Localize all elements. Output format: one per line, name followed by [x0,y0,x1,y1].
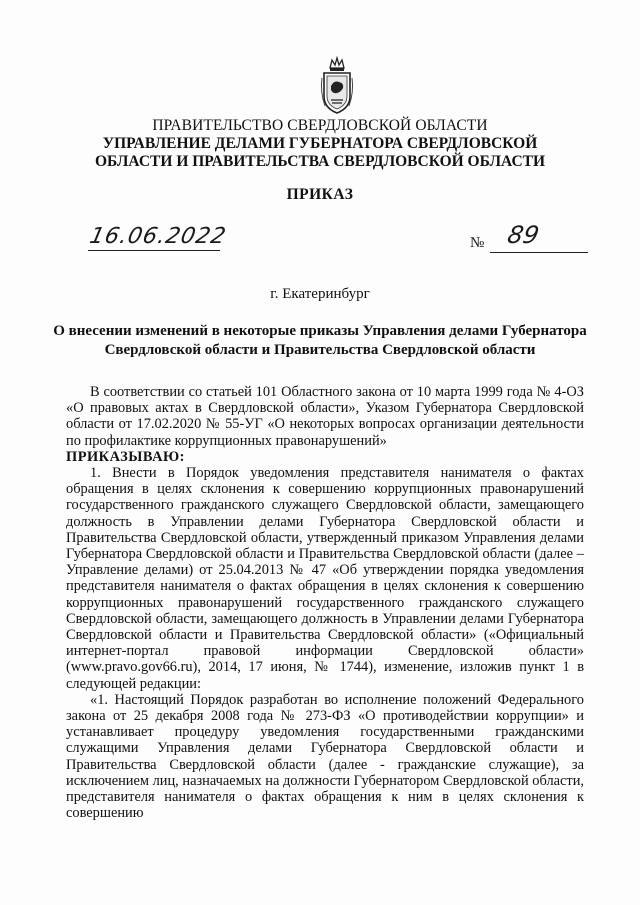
handwritten-date: 16.06.2022 [87,224,229,249]
coat-of-arms-icon [319,56,355,116]
item-1-quote-paragraph: «1. Настоящий Порядок разработан во исполнение положений Федерального закона от 25 декабря 2008 года № 273-ФЗ «О противодействии коррупции» и устанавливает процедуру уведомления государственными гражданскими служащими Управления делами Губернатора Свердловской области и Правительства Свердловской области (далее - гражданские служащие), за исключением лиц, назначаемых на должности Губернатором Свердловской области, представителя нанимателя о фактах обращения к ним в целях склонения к совершению [66,691,584,822]
document-type: ПРИКАЗ [286,186,354,203]
item-1-paragraph: 1. Внести в Порядок уведомления представителя нанимателя о фактах обращения в целях склонения к совершению коррупционных правонарушений государственного гражданского служащего Свердловской области, замещающего должность в Управлении делами Губернатора Свердловской области и Правительства Свердловской области, утвержденный приказом Управления делами Губернатора Свердловской области и Правительства Свердловской области (далее – Управление делами) от 25.04.2013 № 47 «Об утверждении порядка уведомления представителя нанимателя о фактах обращения в целях склонения к совершению коррупционных правонарушений государственного гражданского служащего Свердловской области, замещающего должность в Управлении делами Губернатора Свердловской области и Правительства Свердловской области» («Официальный интернет-портал правовой информации Свердловской области» (www.pravo.gov66.ru), 2014, 17 июня, № 1744), изменение, изложив пункт 1 в следующей редакции: [66,465,584,692]
department-name-line1: УПРАВЛЕНИЕ ДЕЛАМИ ГУБЕРНАТОРА СВЕРДЛОВСКОЙ [102,135,538,152]
date-underline [88,250,220,251]
city-line: г. Екатеринбург [270,286,370,302]
number-underline [490,252,588,253]
number-label: № [470,235,485,251]
preamble-paragraph: В соответствии со статьей 101 Областного закона от 10 марта 1999 года № 4-ОЗ «О правовых актах в Свердловской области», Указом Губернатора Свердловской области от 17.02.2020 № 55-УГ «О некоторых вопросах организации деятельности по профилактике коррупционных правонарушений» [66,384,584,449]
order-word: ПРИКАЗЫВАЮ: [66,448,185,465]
document-body [66,384,584,821]
document-title-line2: Свердловской области и Правительства Свердловской области [104,342,536,358]
document-title-line1: О внесении изменений в некоторые приказы Управления делами Губернатора [53,323,587,339]
government-name: ПРАВИТЕЛЬСТВО СВЕРДЛОВСКОЙ ОБЛАСТИ [152,117,488,134]
handwritten-number: 89 [505,221,542,249]
department-name-line2: ОБЛАСТИ И ПРАВИТЕЛЬСТВА СВЕРДЛОВСКОЙ ОБЛАСТИ [94,153,546,170]
